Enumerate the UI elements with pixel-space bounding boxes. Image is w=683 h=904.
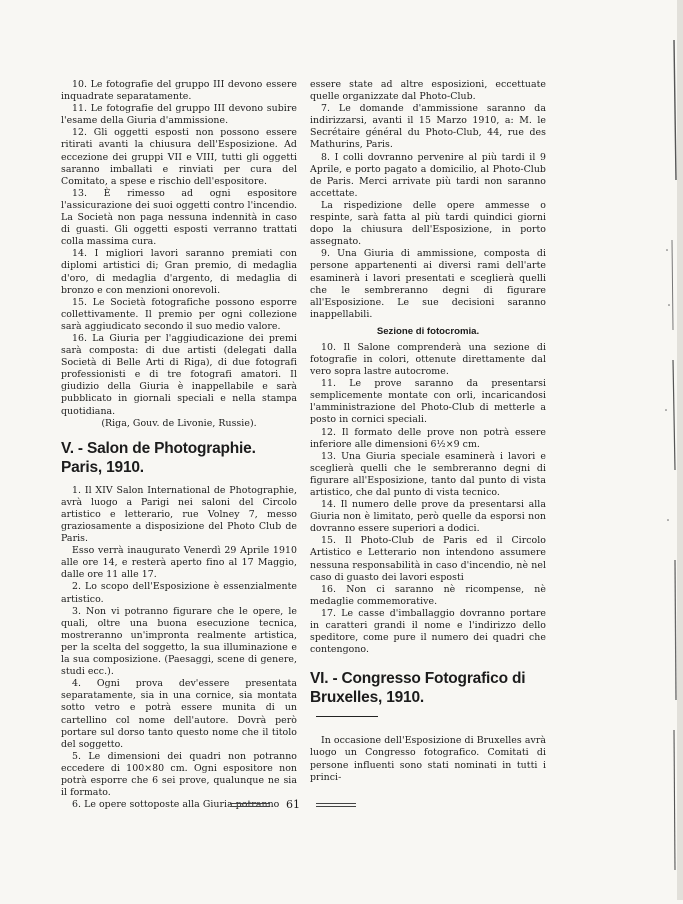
salon-paragraph-2: 2. Lo scopo dell'Esposizione è essenzialmente artistico. — [61, 581, 297, 605]
paragraph-11: 11. Le fotografie del gruppo III devono subire l'esame della Giuria d'ammissione. — [61, 103, 297, 127]
paragraph-12: 12. Gli oggetti esposti non possono essere ritirati avanti la chiusura dell'Esposizione. Ad eccezione dei gruppi VII e VIII, tutti gli oggetti saranno imballati e rinviati per cura del Comitato, a spese e rischio dell'espositore. — [61, 127, 297, 187]
right-column — [310, 79, 546, 784]
fotocromia-paragraph-13: 13. Una Giuria speciale esaminerà i lavori e sceglierà quelli che le sembreranno degni di figurare all'Esposizione, tanto dal punto di vista artistico, che dal punto di vista tecnico. — [310, 450, 546, 498]
fotocromia-paragraph-16: 16. Non ci saranno nè ricompense, nè medaglie commemorative. — [310, 583, 546, 607]
fotocromia-paragraph-10: 10. Il Salone comprenderà una sezione di fotografie in colori, ottenute direttamente dal vero sopra lastre autocrome. — [310, 341, 546, 378]
section-v-title: V. - Salon de Photographie. Paris, 1910. — [61, 439, 256, 476]
binding-edge-marks — [661, 0, 683, 900]
section-vi-paragraph: In occasione dell'Esposizione di Bruxelles avrà luogo un Congresso fotografico. Comitati di persone influenti sono stati nominati in tutti i princi- — [310, 735, 546, 783]
right-paragraph-continuation: essere state ad altre esposizioni, eccettuate quelle organizzate dal Photo-Club. — [310, 79, 546, 103]
right-paragraph-8: 8. I colli dovranno pervenire al più tardi il 9 Aprile, e porto pagato a domicilio, al Photo-Club de Paris. Merci arrivate più tardi non saranno accettate. — [310, 151, 546, 199]
left-column — [61, 79, 297, 811]
fotocromia-paragraph-12: 12. Il formato delle prove non potrà essere inferiore alle dimensioni 6½×9 cm. — [310, 426, 546, 450]
closing-address: (Riga, Gouv. de Livonie, Russie). — [101, 417, 257, 429]
right-paragraph-9: 9. Una Giuria di ammissione, composta di persone appartenenti ai diversi rami dell'arte esaminerà i lavori presentati e sceglierà quelli che le sembreranno degni di figurare all'Esposizione. Le sue decisioni saranno inappellabili. — [310, 248, 546, 320]
paragraph-16: 16. La Giuria per l'aggiudicazione dei premi sarà composta: di due artisti (delegati dalla Società di Belle Arti di Riga), di due fotografi professionisti e di tre fotografi amatori. Il giudizio della Giuria è inappellabile e sarà pubblicato in giornali speciali e nella stampa quotidiana. — [61, 332, 297, 417]
salon-paragraph-6: 6. Le opere sottoposte alla Giuria potranno — [72, 799, 280, 811]
fotocromia-paragraph-14: 14. Il numero delle prove da presentarsi alla Giuria non è limitato, però quelle da esporsi non dovranno essere superiori a dodici. — [310, 499, 546, 535]
right-paragraph-rispedizione: La rispedizione delle opere ammesse o respinte, sarà fatta al più tardi quindici giorni dopo la chiusura dell'Esposizione, in porto assegnato. — [310, 199, 546, 248]
section-vi-title: VI. - Congresso Fotografico di Bruxelles, 1910. — [310, 670, 526, 707]
salon-paragraph-3: 3. Non vi potranno figurare che le opere, le quali, oltre una buona esecuzione tecnica, mostreranno un'impronta realmente artistica, per la scelta del soggetto, la sua illuminazione e la sua composizione. (Paesaggi, scene di genere, studi ecc.). — [61, 605, 297, 678]
salon-paragraph-1: 1. Il XIV Salon International de Photographie, avrà luogo a Parigi nei saloni del Circolo artistico e letterario, rue Volney 7, messo graziosamente a disposizione del Photo Club de Paris. — [61, 484, 297, 545]
salon-paragraph-dates: Esso verrà inaugurato Venerdì 29 Aprile 1910 alle ore 14, e resterà aperto fino al 17 Maggio, dalle ore 11 alle 17. — [61, 545, 297, 581]
fotocromia-paragraph-17: 17. Le casse d'imballaggio dovranno portare in caratteri grandi il nome e l'indirizzo dello speditore, come pure il numero dei quadri che contengono. — [310, 607, 546, 656]
fotocromia-paragraph-11: 11. Le prove saranno da presentarsi semplicemente montate con orli, incaricandosi l'amministrazione del Photo-Club di metterle a posto in cornici speciali. — [310, 378, 546, 426]
salon-paragraph-5: 5. Le dimensioni dei quadri non potranno eccedere di 100×80 cm. Ogni espositore non potrà esporre che 6 sei prove, qualunque ne sia il formato. — [61, 750, 297, 799]
page-number: 61 — [286, 798, 300, 811]
salon-paragraph-4: 4. Ogni prova dev'essere presentata separatamente, sia in una cornice, sia montata sotto vetro e potrà essere munita di un cartellino col nome dell'autore. Dovrà però portare sul dorso tanto questo nome che il titolo del soggetto. — [61, 678, 297, 750]
section-divider — [316, 716, 378, 717]
paragraph-15: 15. Le Società fotografiche possono esporre collettivamente. Il premio per ogni collezione sarà aggiudicato secondo il suo medio valore. — [61, 296, 297, 332]
paragraph-10: 10. Le fotografie del gruppo III devono essere inquadrate separatamente. — [61, 79, 297, 103]
paragraph-14: 14. I migliori lavori saranno premiati con diplomi artistici di; Gran premio, di medaglia d'oro, di medaglia d'argento, di medaglia di bronzo e con menzioni onorevoli. — [61, 248, 297, 296]
paragraph-13: 13. È rimesso ad ogni espositore l'assicurazione dei suoi oggetti contro l'incendio. La Società non paga nessuna indennità in caso di guasti. Gli oggetti esposti verranno trattati colla massima cura. — [61, 187, 297, 248]
fotocromia-paragraph-15: 15. Il Photo-Club de Paris ed il Circolo Artistico e Letterario non intendono assumere nessuna responsabilità in caso d'incendio, nè nel caso di guasto dei lavori esposti — [310, 535, 546, 583]
fotocromia-heading: Sezione di fotocromia. — [376, 325, 480, 337]
right-paragraph-7: 7. Le domande d'ammissione saranno da indirizzarsi, avanti il 15 Marzo 1910, a: M. le Secrétaire général du Photo-Club, 44, rue des Mathurins, Paris. — [310, 103, 546, 151]
page-edge-shadow — [661, 0, 683, 900]
page-footer — [230, 797, 356, 813]
